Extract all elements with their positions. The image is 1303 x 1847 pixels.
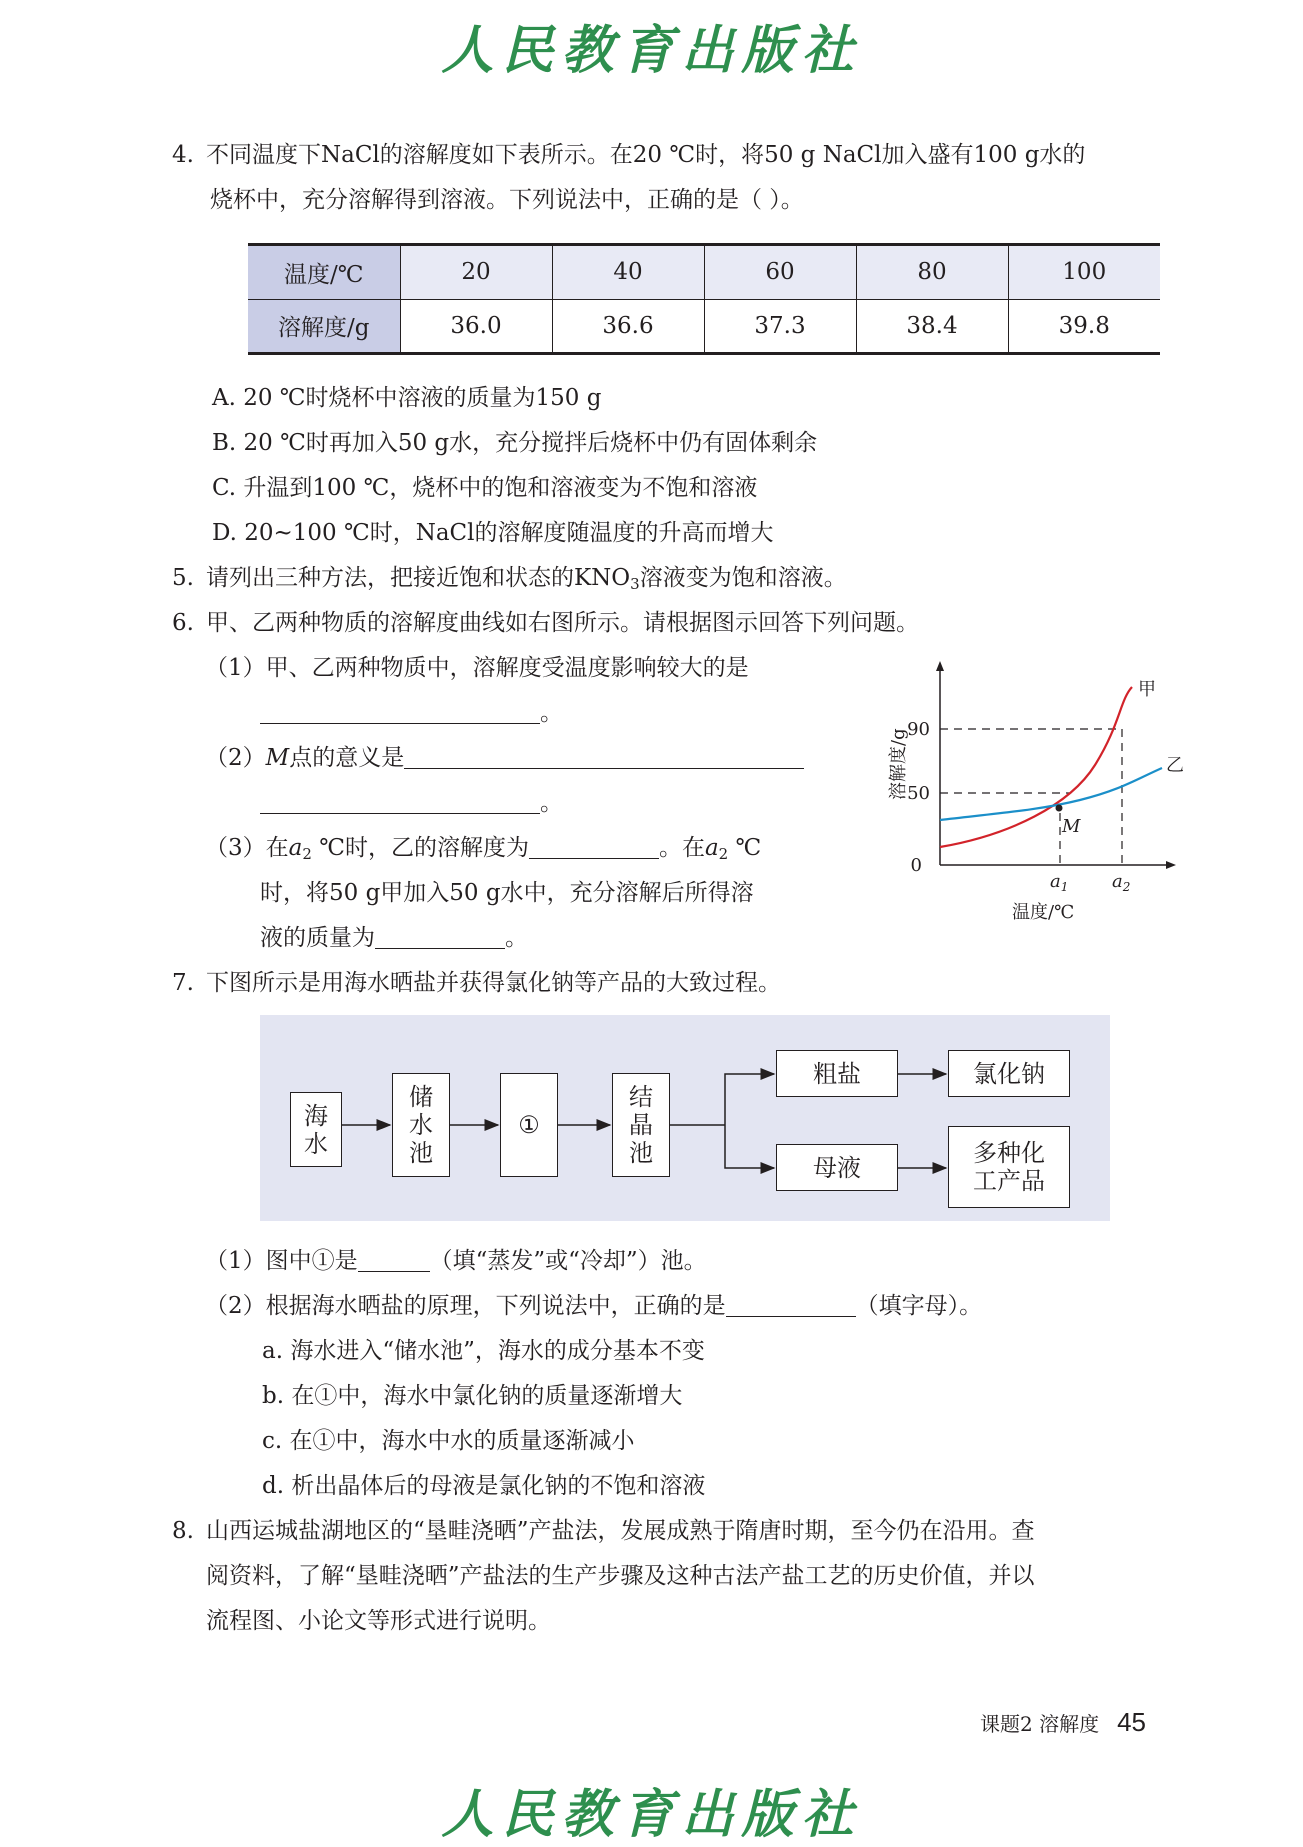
q4-number: 4. — [172, 142, 194, 168]
q7-sub1-b: （填“蒸发”或“冷却”）池。 — [429, 1248, 707, 1274]
q8-line3: 流程图、小论文等形式进行说明。 — [206, 1608, 551, 1634]
q7-choice-b: b. 在①中，海水中氯化钠的质量逐渐增大 — [262, 1383, 683, 1409]
q4-option-b: B. 20 ℃时再加入50 g水，充分搅拌后烧杯中仍有固体剩余 — [212, 430, 818, 456]
q7-choice-c: c. 在①中，海水中水的质量逐渐减小 — [262, 1428, 635, 1454]
table-header-solubility: 溶解度/g — [248, 299, 400, 354]
y-tick-0: 0 — [910, 855, 922, 876]
table-header-temperature: 温度/℃ — [248, 245, 400, 300]
table-cell: 60 — [704, 245, 856, 300]
table-cell: 20 — [400, 245, 552, 300]
label-yi: 乙 — [1166, 755, 1184, 776]
table-cell: 36.6 — [552, 299, 704, 354]
q4-option-d: D. 20~100 ℃时，NaCl的溶解度随温度的升高而增大 — [212, 520, 774, 546]
arrow-branch-mother — [725, 1125, 774, 1168]
q6-sub1: （1）甲、乙两种物质中，溶解度受温度影响较大的是 — [205, 655, 749, 681]
q7-sub1-a: （1）图中①是 — [205, 1248, 358, 1274]
q7-number: 7. — [172, 970, 194, 996]
answer-blank[interactable] — [726, 1294, 856, 1317]
arrow-branch-crude — [725, 1074, 774, 1125]
y-axis-label: 溶解度/g — [888, 728, 909, 800]
q8-line2: 阅资料，了解“垦畦浇晒”产盐法的生产步骤及这种古法产盐工艺的历史价值，并以 — [206, 1563, 1035, 1589]
q4-line2: 烧杯中，充分溶解得到溶液。下列说法中，正确的是（ ）。 — [210, 187, 804, 213]
label-m: M — [1062, 816, 1081, 837]
table-cell: 80 — [856, 245, 1008, 300]
tick-sub: 2 — [1122, 880, 1131, 894]
box-seawater-label: 海水 — [304, 1101, 328, 1158]
y-tick-50: 50 — [907, 783, 930, 804]
end-mark: 。 — [540, 700, 563, 726]
box-chemical-line1: 多种化 — [973, 1139, 1045, 1167]
table-cell: 40 — [552, 245, 704, 300]
answer-blank[interactable] — [358, 1249, 430, 1272]
q6-sub3-line2: 时，将50 g甲加入50 g水中，充分溶解后所得溶 — [260, 880, 754, 906]
q4-option-c: C. 升温到100 ℃，烧杯中的饱和溶液变为不饱和溶液 — [212, 475, 758, 501]
q5-subscript: 3 — [630, 575, 640, 593]
box-crystal-label: 结晶池 — [629, 1083, 653, 1167]
q6-sub3-unit2: ℃ — [728, 835, 762, 861]
q4-text-line1: 不同温度下NaCl的溶解度如下表所示。在20 ℃时，将50 g NaCl加入盛有100 g水的 — [206, 142, 1086, 168]
section-title: 课题2 溶解度 — [980, 1712, 1100, 1736]
box-step1-label: ① — [518, 1111, 540, 1139]
publisher-logo-bottom: 人民教育出版社 — [441, 1784, 862, 1845]
x-axis-label: 温度/℃ — [1012, 902, 1075, 923]
q6-text: 甲、乙两种物质的溶解度曲线如右图所示。请根据图示回答下列问题。 — [206, 610, 919, 636]
table-cell: 36.0 — [400, 299, 552, 354]
page-number: 45 — [1117, 1707, 1147, 1737]
box-storage-label: 储水池 — [409, 1083, 433, 1167]
q7-choice-a: a. 海水进入“储水池”，海水的成分基本不变 — [262, 1338, 705, 1364]
box-chemical-line2: 工产品 — [973, 1167, 1045, 1195]
q6-sub2-var: M — [265, 745, 290, 771]
q4-option-a: A. 20 ℃时烧杯中溶液的质量为150 g — [212, 385, 602, 411]
q6-sub3-line3-text: 液的质量为 — [260, 925, 375, 951]
var-a: a — [704, 835, 719, 861]
q8-line1 — [172, 1516, 1035, 1546]
q8-number: 8. — [172, 1518, 194, 1544]
q7-sub2 — [205, 1291, 982, 1321]
q6-sub3-mid: 。在 — [658, 835, 705, 861]
end-mark: 。 — [540, 790, 563, 816]
q7-sub2-a: （2）根据海水晒盐的原理，下列说法中，正确的是 — [205, 1293, 726, 1319]
y-tick-90: 90 — [907, 719, 930, 740]
end-mark: 。 — [505, 925, 528, 951]
q6-sub2-prefix: （2） — [205, 745, 266, 771]
q7-sub1 — [205, 1246, 707, 1276]
q5-number: 5. — [172, 565, 194, 591]
q8-text-line1: 山西运城盐湖地区的“垦畦浇晒”产盐法，发展成熟于隋唐时期，至今仍在沿用。查 — [206, 1518, 1035, 1544]
table-cell: 37.3 — [704, 299, 856, 354]
box-mother-liquor-label: 母液 — [813, 1153, 861, 1182]
table-cell: 38.4 — [856, 299, 1008, 354]
table-cell: 39.8 — [1008, 299, 1160, 354]
q7-choice-d: d. 析出晶体后的母液是氯化钠的不饱和溶液 — [262, 1473, 706, 1499]
tick-var: a — [1050, 871, 1061, 892]
box-nacl-label: 氯化钠 — [973, 1059, 1045, 1088]
page-footer — [980, 1707, 1146, 1738]
sub-2: 2 — [302, 845, 312, 863]
table-cell: 100 — [1008, 245, 1160, 300]
tick-var: a — [1112, 871, 1123, 892]
box-crude-salt-label: 粗盐 — [813, 1059, 861, 1088]
q6-sub2-text: 点的意义是 — [289, 745, 405, 771]
q7-text: 下图所示是用海水晒盐并获得氯化钠等产品的大致过程。 — [206, 970, 781, 996]
q6-sub3-unit: ℃时，乙的溶解度为 — [311, 835, 529, 861]
var-a: a — [288, 835, 303, 861]
tick-sub: 1 — [1060, 880, 1069, 894]
q5-text-before: 请列出三种方法，把接近饱和状态的KNO — [206, 565, 631, 591]
q5-text-after: 溶液变为饱和溶液。 — [639, 565, 847, 591]
publisher-logo-top: 人民教育出版社 — [441, 20, 862, 81]
q6-number: 6. — [172, 610, 194, 636]
q7-sub2-b: （填字母）。 — [855, 1293, 983, 1319]
sub-2: 2 — [718, 845, 729, 863]
label-jia: 甲 — [1138, 679, 1156, 700]
q6-sub3-prefix: （3）在 — [205, 835, 289, 861]
